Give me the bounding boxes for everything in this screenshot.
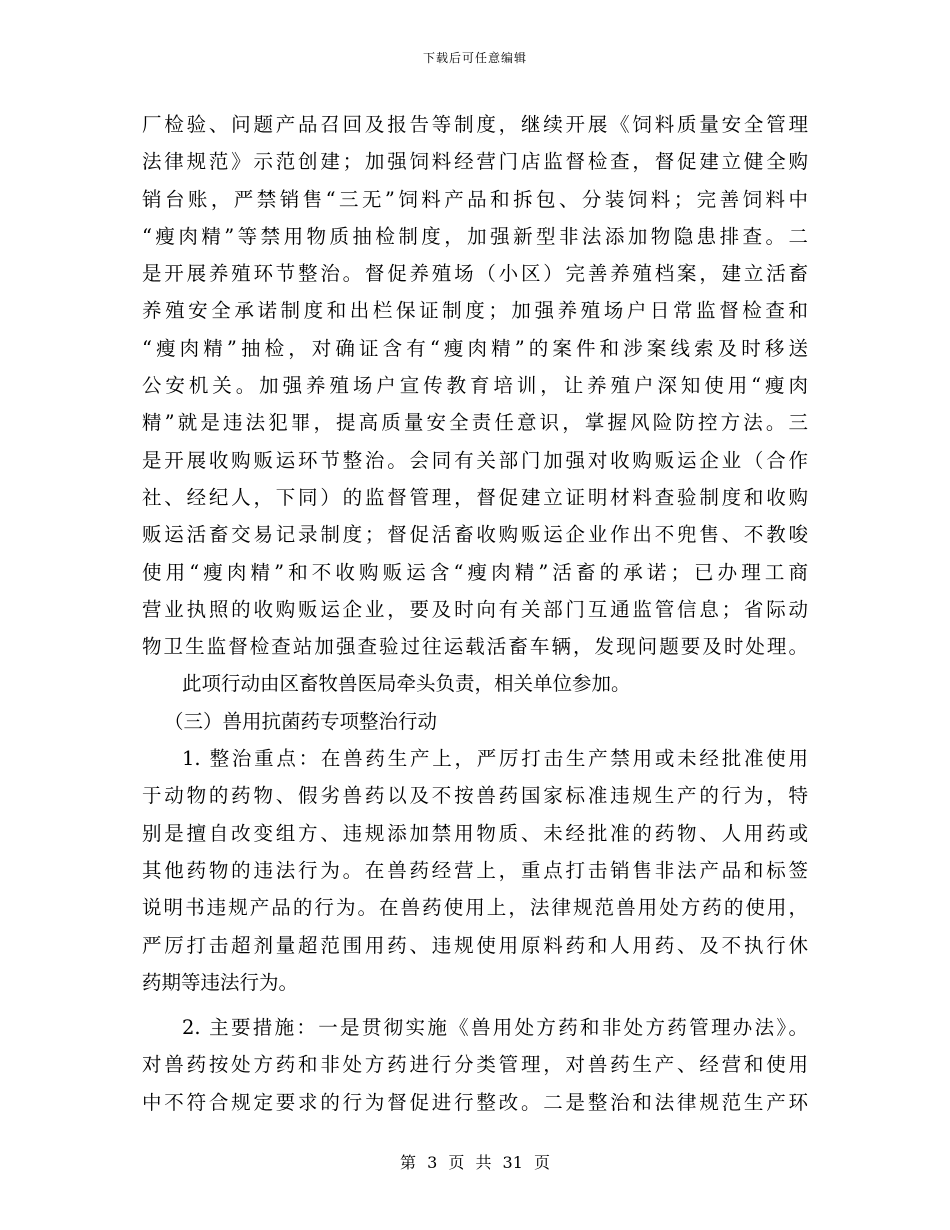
body-line: 销台账，严禁销售“三无”饲料产品和拆包、分装饲料；完善饲料中 bbox=[142, 187, 808, 211]
body-line: 2. 主要措施：一是贯彻实施《兽用处方药和非处方药管理办法》。 bbox=[182, 1016, 808, 1040]
body-line: 其他药物的违法行为。在兽药经营上，重点打击销售非法产品和标签 bbox=[142, 858, 808, 882]
body-line: 使用“瘦肉精”和不收购贩运含“瘦肉精”活畜的承诺；已办理工商 bbox=[142, 560, 808, 584]
body-line: 贩运活畜交易记录制度；督促活畜收购贩运企业作出不兜售、不教唆 bbox=[142, 523, 808, 547]
section-heading: （三）兽用抗菌药专项整治行动 bbox=[164, 709, 438, 733]
body-line: 是开展收购贩运环节整治。会同有关部门加强对收购贩运企业（合作 bbox=[142, 448, 808, 472]
body-line: 物卫生监督检查站加强查验过往运载活畜车辆，发现问题要及时处理。 bbox=[142, 635, 808, 659]
body-line: 对兽药按处方药和非处方药进行分类管理，对兽药生产、经营和使用 bbox=[142, 1053, 808, 1077]
body-line: 于动物的药物、假劣兽药以及不按兽药国家标准违规生产的行为，特 bbox=[142, 784, 808, 808]
body-line: “瘦肉精”抽检，对确证含有“瘦肉精”的案件和涉案线索及时移送 bbox=[142, 336, 808, 360]
body-line: 法律规范》示范创建；加强饲料经营门店监督检查，督促建立健全购 bbox=[142, 150, 808, 174]
body-line: 是开展养殖环节整治。督促养殖场（小区）完善养殖档案，建立活畜 bbox=[142, 262, 808, 286]
body-line: 药期等违法行为。 bbox=[142, 970, 299, 994]
body-line: 此项行动由区畜牧兽医局牵头负责，相关单位参加。 bbox=[182, 672, 631, 696]
body-line: 营业执照的收购贩运企业，要及时向有关部门互通监管信息；省际动 bbox=[142, 597, 808, 621]
body-line: “瘦肉精”等禁用物质抽检制度，加强新型非法添加物隐患排查。二 bbox=[142, 224, 808, 248]
body-line: 社、经纪人，下同）的监督管理，督促建立证明材料查验制度和收购 bbox=[142, 485, 808, 509]
page-footer: 第 3 页 共 31 页 bbox=[400, 1153, 550, 1172]
body-line: 精”就是违法犯罪，提高质量安全责任意识，掌握风险防控方法。三 bbox=[142, 411, 808, 435]
page-header: 下载后可任意编辑 bbox=[422, 51, 527, 65]
body-line: 严厉打击超剂量超范围用药、违规使用原料药和人用药、及不执行休 bbox=[142, 933, 808, 957]
body-line: 厂检验、问题产品召回及报告等制度，继续开展《饲料质量安全管理 bbox=[142, 113, 808, 136]
body-line: 公安机关。加强养殖场户宣传教育培训，让养殖户深知使用“瘦肉 bbox=[142, 374, 808, 398]
body-line: 养殖安全承诺制度和出栏保证制度；加强养殖场户日常监督检查和 bbox=[142, 299, 808, 323]
body-line: 别是擅自改变组方、违规添加禁用物质、未经批准的药物、人用药或 bbox=[142, 821, 808, 845]
body-line: 1. 整治重点：在兽药生产上，严厉打击生产禁用或未经批准使用 bbox=[182, 747, 808, 771]
body-line: 中不符合规定要求的行为督促进行整改。二是整治和法律规范生产环 bbox=[142, 1090, 808, 1114]
paragraph-gap bbox=[142, 1001, 808, 1009]
document-body bbox=[142, 106, 808, 1121]
body-line: 说明书违规产品的行为。在兽药使用上，法律规范兽用处方药的使用， bbox=[142, 896, 808, 920]
